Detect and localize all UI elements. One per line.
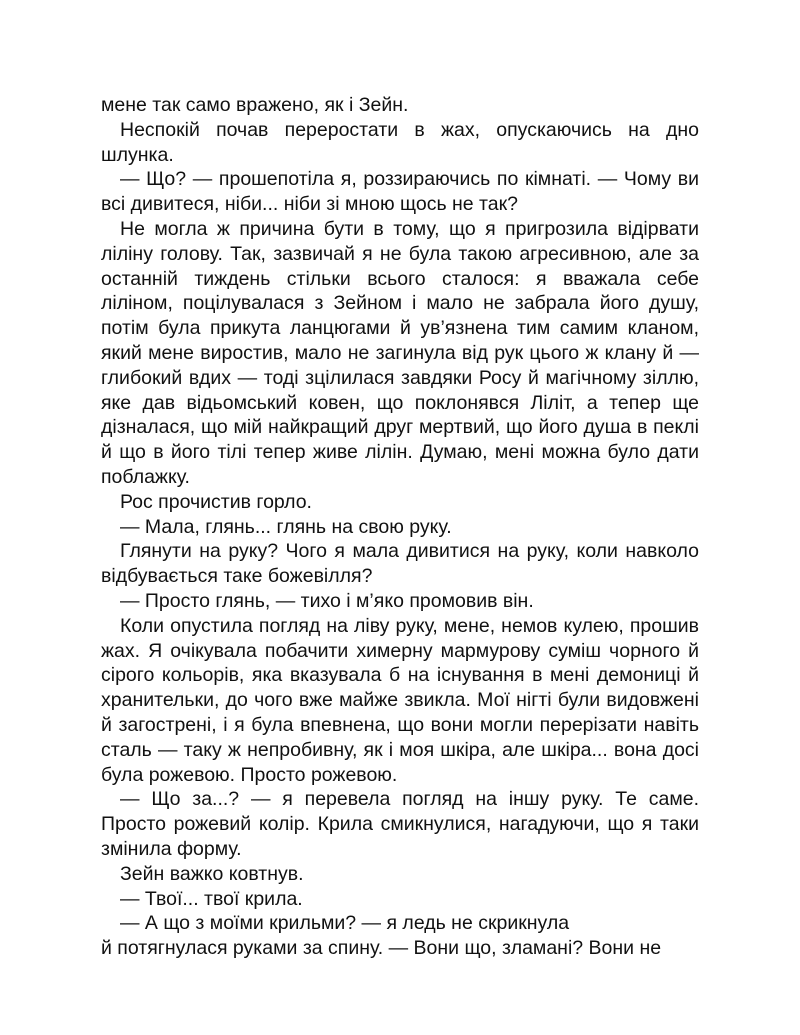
paragraph: й потягнулася руками за спину. — Вони що, зламані? Вони не xyxy=(101,937,662,960)
paragraph: Коли опустила погляд на ліву руку, мене, немов кулею, прошив жах. Я очікувала побачити химерну мармурову суміш чорного й сірого кольорів, яка вказувала б на існування в мені демониці й хранительки, до чого вже майже звикла. Мої нігті були видовжені й загострені, і я була впевнена, що вони могли перерізати навіть сталь — таку ж непробивну, як і моя шкіра, але шкіра... вона досі була рожевою. Просто рожевою. xyxy=(101,614,699,786)
paragraph: Неспокій почав переростати в жах, опускаючись на дно шлунка. xyxy=(101,118,699,166)
paragraph: — Твої... твої крила. xyxy=(120,887,303,910)
paragraph: мене так само вражено, як і Зейн. xyxy=(101,94,409,116)
paragraph: Рос прочистив горло. xyxy=(120,490,312,513)
document-page xyxy=(101,93,699,961)
paragraph: Глянути на руку? Чого я мала дивитися на руку, коли навколо відбувається таке божевілля? xyxy=(101,540,699,588)
paragraph: — Що? — прошепотіла я, роззираючись по кімнаті. — Чому ви всі дивитеся, ніби... ніби зі мною щось не так? xyxy=(101,168,699,216)
paragraph: Зейн важко ковтнув. xyxy=(120,862,304,885)
paragraph: — Мала, глянь... глянь на свою руку. xyxy=(120,515,452,538)
paragraph: — Просто глянь, — тихо і м’яко промовив він. xyxy=(120,589,534,612)
paragraph: — А що з моїми крильми? — я ледь не скрикнула xyxy=(120,912,570,935)
paragraph: — Що за...? — я перевела погляд на іншу руку. Те саме. Просто рожевий колір. Крила смикнулися, нагадуючи, що я таки змінила форму. xyxy=(101,788,699,860)
paragraph: Не могла ж причина бути в тому, що я пригрозила відірвати ліліну голову. Так, зазвичай я не була такою агресивною, але за останній тиждень стільки всього сталося: я вважала себе ліліном, поцілувалася з Зейном і мало не забрала його душу, потім була прикута ланцюгами й ув’язнена тим самим кланом, який мене виростив, мало не загинула від рук цього ж клану й — глибокий вдих — тоді зцілилася завдяки Росу й магічному зіллю, яке дав відьомський ковен, що поклонявся Ліліт, а тепер ще дізналася, що мій найкращий друг мертвий, що його душа в пеклі й що в його тілі тепер живе лілін. Думаю, мені можна було дати поблажку. xyxy=(101,217,699,488)
